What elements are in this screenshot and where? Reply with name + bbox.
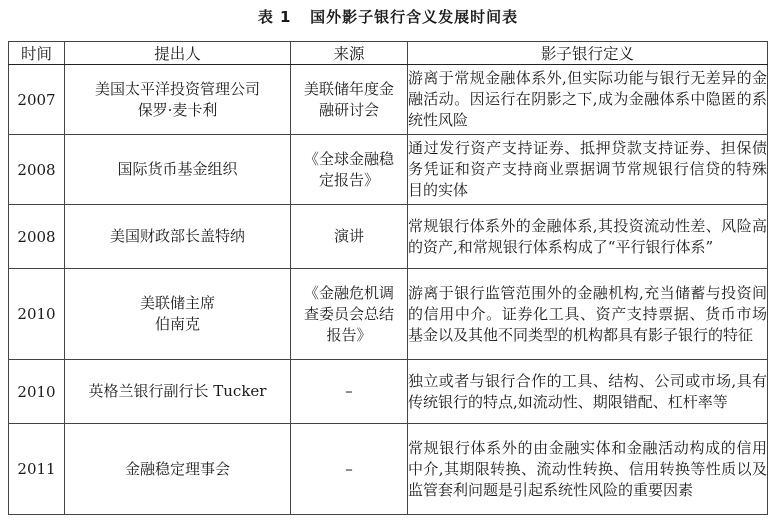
table-row [9, 360, 768, 424]
source-cell [291, 65, 408, 135]
definition-cell: 游离于常规金融体系外,但实际功能与银行无差异的金融活动。因运行在阴影之下,成为金融体系中隐匿的系统性风险 [408, 65, 768, 135]
table-row [9, 269, 768, 360]
proposer-cell [65, 424, 291, 515]
definition-cell: 常规银行体系外的由金融实体和金融活动构成的信用中介,其期限转换、流动性转换、信用转换等性质以及监管套利问题是引起系统性风险的重要因素 [408, 424, 768, 515]
definition-cell: 常规银行体系外的金融体系,其投资流动性差、风险高的资产,和常规银行体系构成了“平行银行体系” [408, 205, 768, 269]
column-header-proposer: 提出人 [65, 42, 291, 65]
table-row [9, 65, 768, 135]
source-line: 查委员会总结 [303, 304, 394, 323]
column-header-year: 时间 [9, 42, 65, 65]
source-line: – [345, 382, 353, 400]
year-cell: 2008 [9, 205, 65, 269]
proposer-line: 金融稳定理事会 [124, 459, 230, 478]
year-cell: 2010 [9, 269, 65, 360]
source-line: 定报告》 [318, 170, 379, 189]
source-cell [291, 269, 408, 360]
proposer-line: 国际货币基金组织 [117, 160, 238, 178]
proposer-line: 伯南克 [154, 315, 200, 333]
table-caption: 表 1 国外影子银行含义发展时间表 [257, 8, 519, 26]
table-row [9, 205, 768, 269]
source-cell [291, 205, 408, 269]
proposer-cell [65, 65, 291, 135]
proposer-line: 英格兰银行副行长 Tucker [88, 382, 267, 400]
year-cell: 2008 [9, 135, 65, 205]
shadow-banking-definition-table [8, 41, 768, 515]
proposer-cell [65, 205, 291, 269]
year-cell: 2010 [9, 360, 65, 424]
source-cell [291, 360, 408, 424]
proposer-line: 美国太平洋投资管理公司 [94, 79, 260, 98]
source-line: 融研讨会 [318, 100, 379, 119]
source-cell [291, 424, 408, 515]
proposer-line: 美联储主席 [139, 294, 215, 312]
header-row [9, 42, 768, 65]
proposer-cell [65, 269, 291, 360]
definition-cell: 独立或者与银行合作的工具、结构、公司或市场,具有传统银行的特点,如流动性、期限错配、杠杆率等 [408, 360, 768, 424]
source-line: 美联储年度金 [303, 79, 394, 98]
source-line: 报告》 [326, 325, 372, 344]
proposer-line: 美国财政部长盖特纳 [109, 227, 245, 245]
column-header-definition: 影子银行定义 [408, 42, 768, 65]
source-line: 《全球金融稳 [303, 149, 394, 168]
proposer-cell [65, 360, 291, 424]
source-line: 《金融危机调 [303, 283, 394, 302]
year-cell: 2011 [9, 424, 65, 515]
definition-cell: 通过发行资产支持证券、抵押贷款支持证券、担保债务凭证和资产支持商业票据调节常规银行信贷的特殊目的实体 [408, 135, 768, 205]
year-cell: 2007 [9, 65, 65, 135]
source-line: – [345, 459, 353, 478]
definition-cell: 游离于银行监管范围外的金融机构,充当储蓄与投资间的信用中介。证券化工具、资产支持票据、货币市场基金以及其他不同类型的机构都具有影子银行的特征 [408, 269, 768, 360]
table-row [9, 135, 768, 205]
column-header-source: 来源 [291, 42, 408, 65]
proposer-line: 保罗·麦卡利 [137, 100, 218, 119]
source-line: 演讲 [333, 227, 364, 245]
source-cell [291, 135, 408, 205]
proposer-cell [65, 135, 291, 205]
table-row [9, 424, 768, 515]
